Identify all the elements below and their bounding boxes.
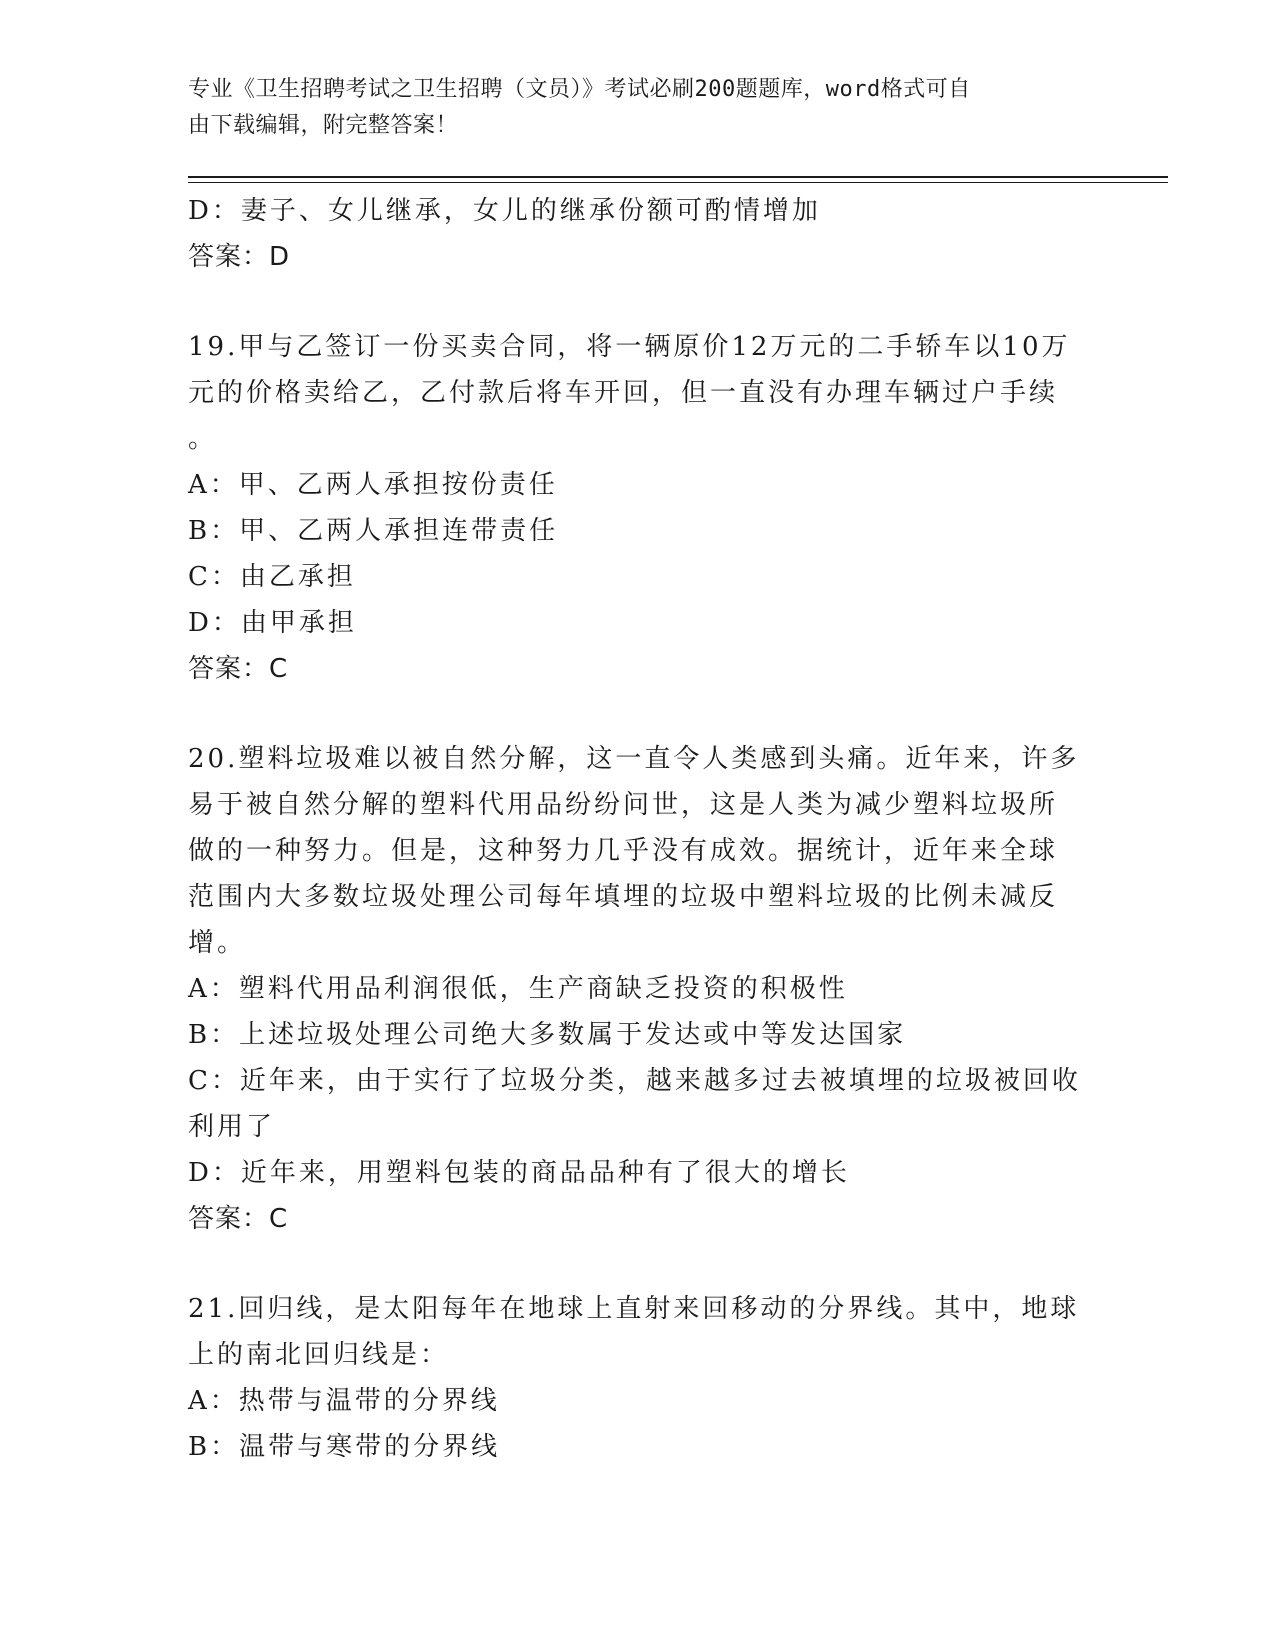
header-divider-thin [188,182,1168,183]
header-line-1: 专业《卫生招聘考试之卫生招聘（文员）》考试必刷200题题库，word格式可自 [188,77,971,102]
answer-line: 答案：D [188,242,291,272]
question-stem-line: 易于被自然分解的塑料代用品纷纷问世，这是人类为减少塑料垃圾所 [188,790,1059,820]
previous-question-tail [188,188,1088,280]
answer-line: 答案：C [188,654,289,684]
header-line-2: 由下载编辑，附完整答案！ [188,113,459,138]
question-stem-line: 。 [188,424,218,454]
question-stem-line: 19.甲与乙签订一份买卖合同，将一辆原价12万元的二手轿车以10万 [188,332,1071,362]
option-b: B：甲、乙两人承担连带责任 [188,516,559,546]
option-d: D：妻子、女儿继承，女儿的继承份额可酌情增加 [188,196,821,226]
document-header [188,72,1088,144]
question-20 [188,736,1088,1242]
option-a: A：塑料代用品利润很低，生产商缺乏投资的积极性 [188,974,848,1004]
question-stem-line: 21.回归线，是太阳每年在地球上直射来回移动的分界线。其中，地球 [188,1294,1080,1324]
option-a: A：甲、乙两人承担按份责任 [188,470,558,500]
question-19 [188,324,1088,692]
question-stem-line: 20.塑料垃圾难以被自然分解，这一直令人类感到头痛。近年来，许多 [188,744,1080,774]
question-stem-line: 上的南北回归线是： [188,1340,450,1370]
question-21 [188,1286,1088,1470]
question-stem-line: 做的一种努力。但是，这种努力几乎没有成效。据统计，近年来全球 [188,836,1059,866]
option-c: C：由乙承担 [188,562,356,592]
answer-line: 答案：C [188,1204,289,1234]
option-d: D：近年来，用塑料包装的商品品种有了很大的增长 [188,1158,850,1188]
option-c-continued: 利用了 [188,1112,276,1142]
option-a: A：热带与温带的分界线 [188,1386,500,1416]
option-b: B：温带与寒带的分界线 [188,1432,501,1462]
option-b: B：上述垃圾处理公司绝大多数属于发达或中等发达国家 [188,1020,907,1050]
question-stem-line: 增。 [188,928,247,958]
option-c: C：近年来，由于实行了垃圾分类，越来越多过去被填埋的垃圾被回收 [188,1066,1081,1096]
question-stem-line: 范围内大多数垃圾处理公司每年填埋的垃圾中塑料垃圾的比例未减反 [188,882,1059,912]
question-content [188,188,1088,1470]
header-divider-thick [188,176,1168,178]
option-d: D：由甲承担 [188,608,357,638]
question-stem-line: 元的价格卖给乙，乙付款后将车开回，但一直没有办理车辆过户手续 [188,378,1059,408]
